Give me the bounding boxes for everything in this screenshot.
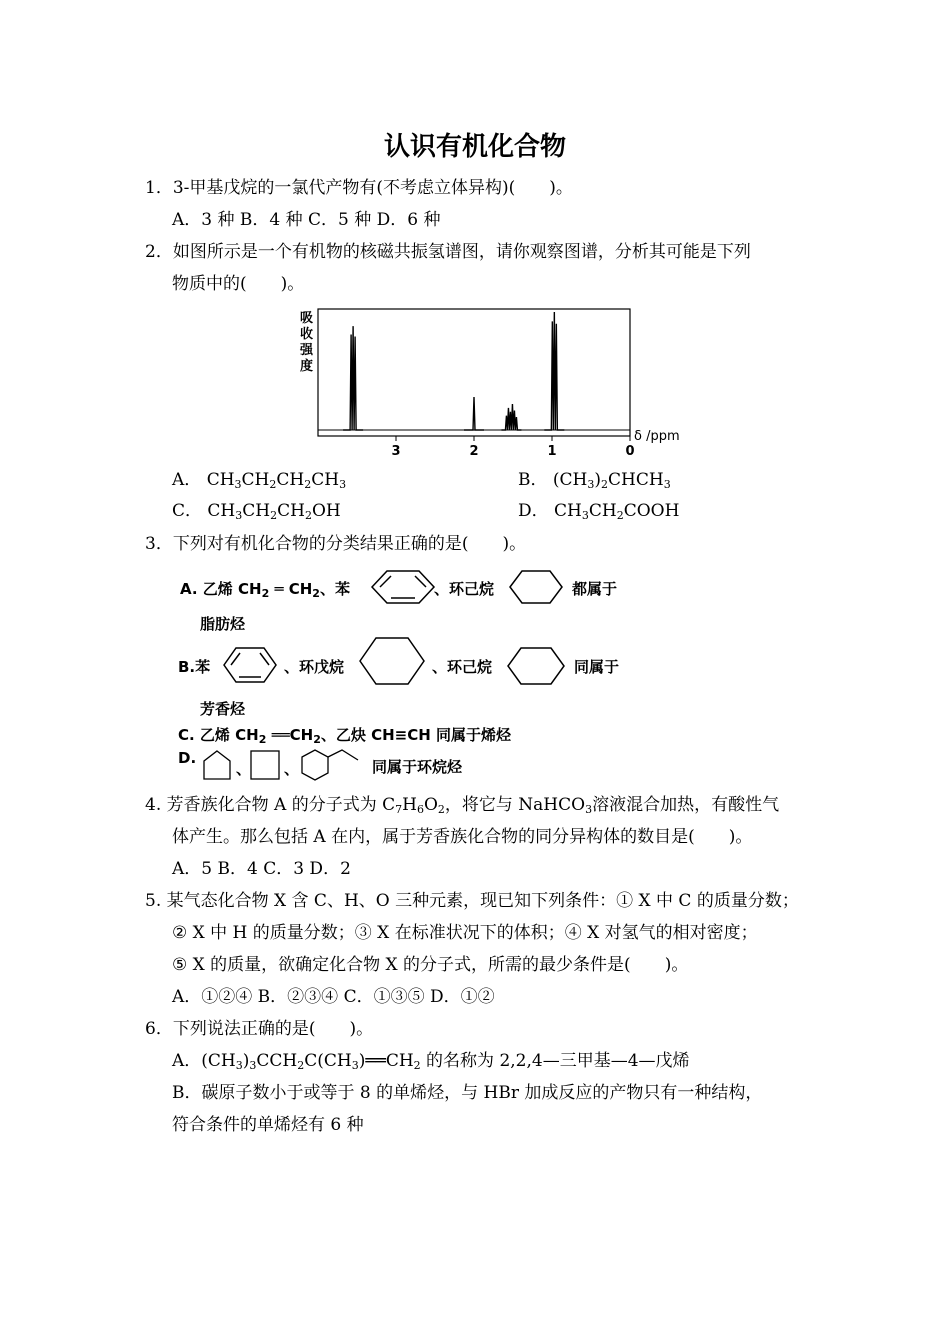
formula-subscript: 2 (601, 478, 609, 491)
nmr-x-tick-label: 3 (391, 444, 401, 459)
q3b-ring2-label: 、环戊烷 (284, 658, 345, 676)
question-4-options: A．5 B．4 C．3 D．2 (172, 859, 351, 879)
q3c-text3: 、乙炔 CH≡CH 同属于烯烃 (320, 726, 512, 744)
formula-part: CH (241, 470, 270, 490)
nmr-x-tick-label: 2 (469, 444, 479, 459)
methylcyclohexane-icon (298, 748, 362, 784)
q3b-prefix: B.苯 (178, 658, 211, 676)
formula-part: CH (242, 501, 271, 521)
benzene-ring-icon (222, 646, 278, 684)
q4-s7: 7 (395, 803, 403, 816)
q3b-tail: 同属于 (574, 658, 620, 676)
q6a-t4: C(CH (304, 1051, 352, 1071)
q3a-mid: 、苯 (319, 580, 350, 598)
nmr-y-axis-label (299, 311, 314, 374)
formula-subscript: 3 (587, 478, 595, 491)
formula-part: CH (554, 501, 582, 521)
question-1-stem: 1．3-甲基戊烷的一氯代产物有(不考虑立体异构)( )。 (145, 178, 573, 198)
cyclohexane-icon (508, 569, 564, 605)
q3a-line2: 脂肪烃 (200, 615, 246, 633)
option-c-formula (207, 501, 340, 521)
q6a-s2: 3 (249, 1059, 257, 1072)
formula-subscript: 3 (234, 478, 242, 491)
question-2-option-a (172, 468, 346, 492)
cyclobutane-icon (249, 749, 281, 781)
option-d-label: D． (518, 501, 549, 521)
q6a-t3: CCH (256, 1051, 298, 1071)
q6a-t5: )══CH (358, 1051, 414, 1071)
q6a-t1: A．(CH (172, 1051, 236, 1071)
option-a-formula (207, 470, 346, 490)
formula-subscript: 2 (304, 478, 312, 491)
page-title: 认识有机化合物 (383, 132, 566, 162)
formula-subscript: 2 (616, 509, 624, 522)
formula-part: ) (594, 470, 602, 490)
question-5-line3: ⑤ X 的质量，欲确定化合物 X 的分子式，所需的最少条件是( )。 (172, 955, 689, 975)
formula-part: (CH (552, 470, 588, 490)
q6a-t2: ) (242, 1051, 250, 1071)
question-5-line2: ② X 中 H 的质量分数；③ X 在标准状况下的体积；④ X 对氢气的相对密度； (172, 923, 758, 943)
formula-part: CH (311, 470, 340, 490)
nmr-y-label-char: 收 (300, 327, 314, 342)
question-2-option-d (518, 499, 679, 523)
q4-line1a: 4. 芳香族化合物 A 的分子式为 C (145, 795, 396, 815)
cyclohexane-icon (506, 646, 566, 686)
formula-part: CH (276, 470, 305, 490)
question-3-stem: 3．下列对有机化合物的分类结果正确的是( )。 (145, 534, 527, 554)
q3c-text1: C. 乙烯 CH (178, 726, 259, 744)
q4-o: O (423, 795, 438, 815)
question-2-stem-line1: 2．如图所示是一个有机物的核磁共振氢谱图，请你观察图谱，分析其可能是下列 (145, 242, 751, 262)
nmr-peak (343, 326, 363, 430)
question-4-line2: 体产生。那么包括 A 在内，属于芳香族化合物的同分异构体的数目是( )。 (172, 827, 753, 847)
question-5-options: A．①②④ B．②③④ C．①③⑤ D．①② (172, 987, 495, 1007)
formula-part: CH (206, 470, 235, 490)
formula-part: COOH (623, 501, 680, 521)
formula-subscript: 3 (581, 509, 589, 522)
q6a-s4: 3 (351, 1059, 359, 1072)
nmr-peak (501, 404, 521, 430)
formula-part: CH (588, 501, 617, 521)
option-b-formula (553, 470, 671, 490)
nmr-spectrum-chart (0, 0, 950, 470)
q4-s3: 3 (585, 803, 593, 816)
formula-subscript: 3 (339, 478, 347, 491)
option-c-label: C． (172, 501, 203, 521)
q3b-ring3-label: 、环己烷 (432, 658, 493, 676)
q4-line1b: ，将它与 NaHCO (444, 795, 586, 815)
q3d-sep1: 、 (236, 760, 252, 778)
q3c-sub1: 2 (258, 733, 267, 746)
nmr-x-axis-label: δ /ppm (634, 429, 680, 444)
nmr-x-tick-label: 1 (547, 444, 557, 459)
q4-s6: 6 (416, 803, 424, 816)
nmr-y-label-char: 吸 (300, 311, 314, 326)
formula-part: CH (277, 501, 305, 521)
question-6-option-b-line1: B．碳原子数小于或等于 8 的单烯烃，与 HBr 加成反应的产物只有一种结构， (172, 1083, 763, 1103)
nmr-y-label-char: 度 (300, 359, 314, 374)
question-6-option-b-line2: 符合条件的单烯烃有 6 种 (172, 1115, 364, 1135)
question-6-option-a (172, 1049, 690, 1073)
q3a-sub2: 2 (312, 587, 320, 600)
option-d-formula (554, 501, 679, 521)
question-5-line1: 5. 某气态化合物 X 含 C、H、O 三种元素，现已知下列条件：① X 中 C 的质量分数； (145, 891, 799, 911)
q6a-s5: 2 (413, 1059, 421, 1072)
option-b-label: B． (518, 470, 548, 490)
q3b-line2: 芳香烃 (200, 700, 246, 718)
question-2-option-c (172, 499, 341, 523)
question-6-stem: 6．下列说法正确的是( )。 (145, 1019, 374, 1039)
formula-subscript: 2 (269, 478, 277, 491)
q4-s2: 2 (437, 803, 445, 816)
q3d-label: D. (178, 749, 197, 767)
formula-subscript: 2 (304, 509, 312, 522)
nmr-peak (544, 312, 564, 430)
q3d-tail: 同属于环烷烃 (372, 758, 463, 776)
q3a-tail: 都属于 (572, 580, 618, 598)
q3a-eq: ═ CH (269, 580, 313, 598)
question-4-line1 (145, 793, 779, 817)
nmr-y-label-char: 强 (300, 343, 314, 358)
q6a-t6: 的名称为 2,2,4—三甲基—4—戊烯 (420, 1051, 690, 1071)
q3-option-c-text (178, 724, 511, 745)
cyclopentane-icon (202, 749, 232, 781)
q3a-ring2-label: 、环己烷 (434, 580, 495, 598)
q3c-sub2: 2 (313, 733, 321, 746)
option-a-label: A． (172, 470, 202, 490)
nmr-x-tick-label: 0 (625, 444, 635, 459)
formula-part: OH (311, 501, 341, 521)
formula-subscript: 2 (270, 509, 278, 522)
formula-part: CH (207, 501, 236, 521)
q3-option-a-text (180, 578, 350, 599)
q4-line1c: 溶液混合加热，有酸性气 (592, 795, 780, 815)
question-2-option-b (518, 468, 671, 492)
question-1-options: A．3 种 B．4 种 C．5 种 D．6 种 (172, 210, 441, 230)
q6a-s1: 3 (235, 1059, 243, 1072)
q3a-prefix: A. 乙烯 CH (180, 580, 262, 598)
formula-subscript: 3 (663, 478, 671, 491)
nmr-peak (464, 397, 484, 430)
formula-part: CHCH (608, 470, 664, 490)
benzene-ring-icon (370, 569, 436, 605)
q3a-sub1: 2 (261, 587, 270, 600)
question-2-stem-line2: 物质中的( )。 (172, 274, 305, 294)
formula-subscript: 3 (235, 509, 243, 522)
q4-h: H (402, 795, 417, 815)
q6a-s3: 2 (297, 1059, 305, 1072)
q3d-sep2: 、 (284, 760, 300, 778)
cyclohexane-icon (358, 636, 426, 686)
q3c-text2: ══CH (266, 726, 314, 744)
